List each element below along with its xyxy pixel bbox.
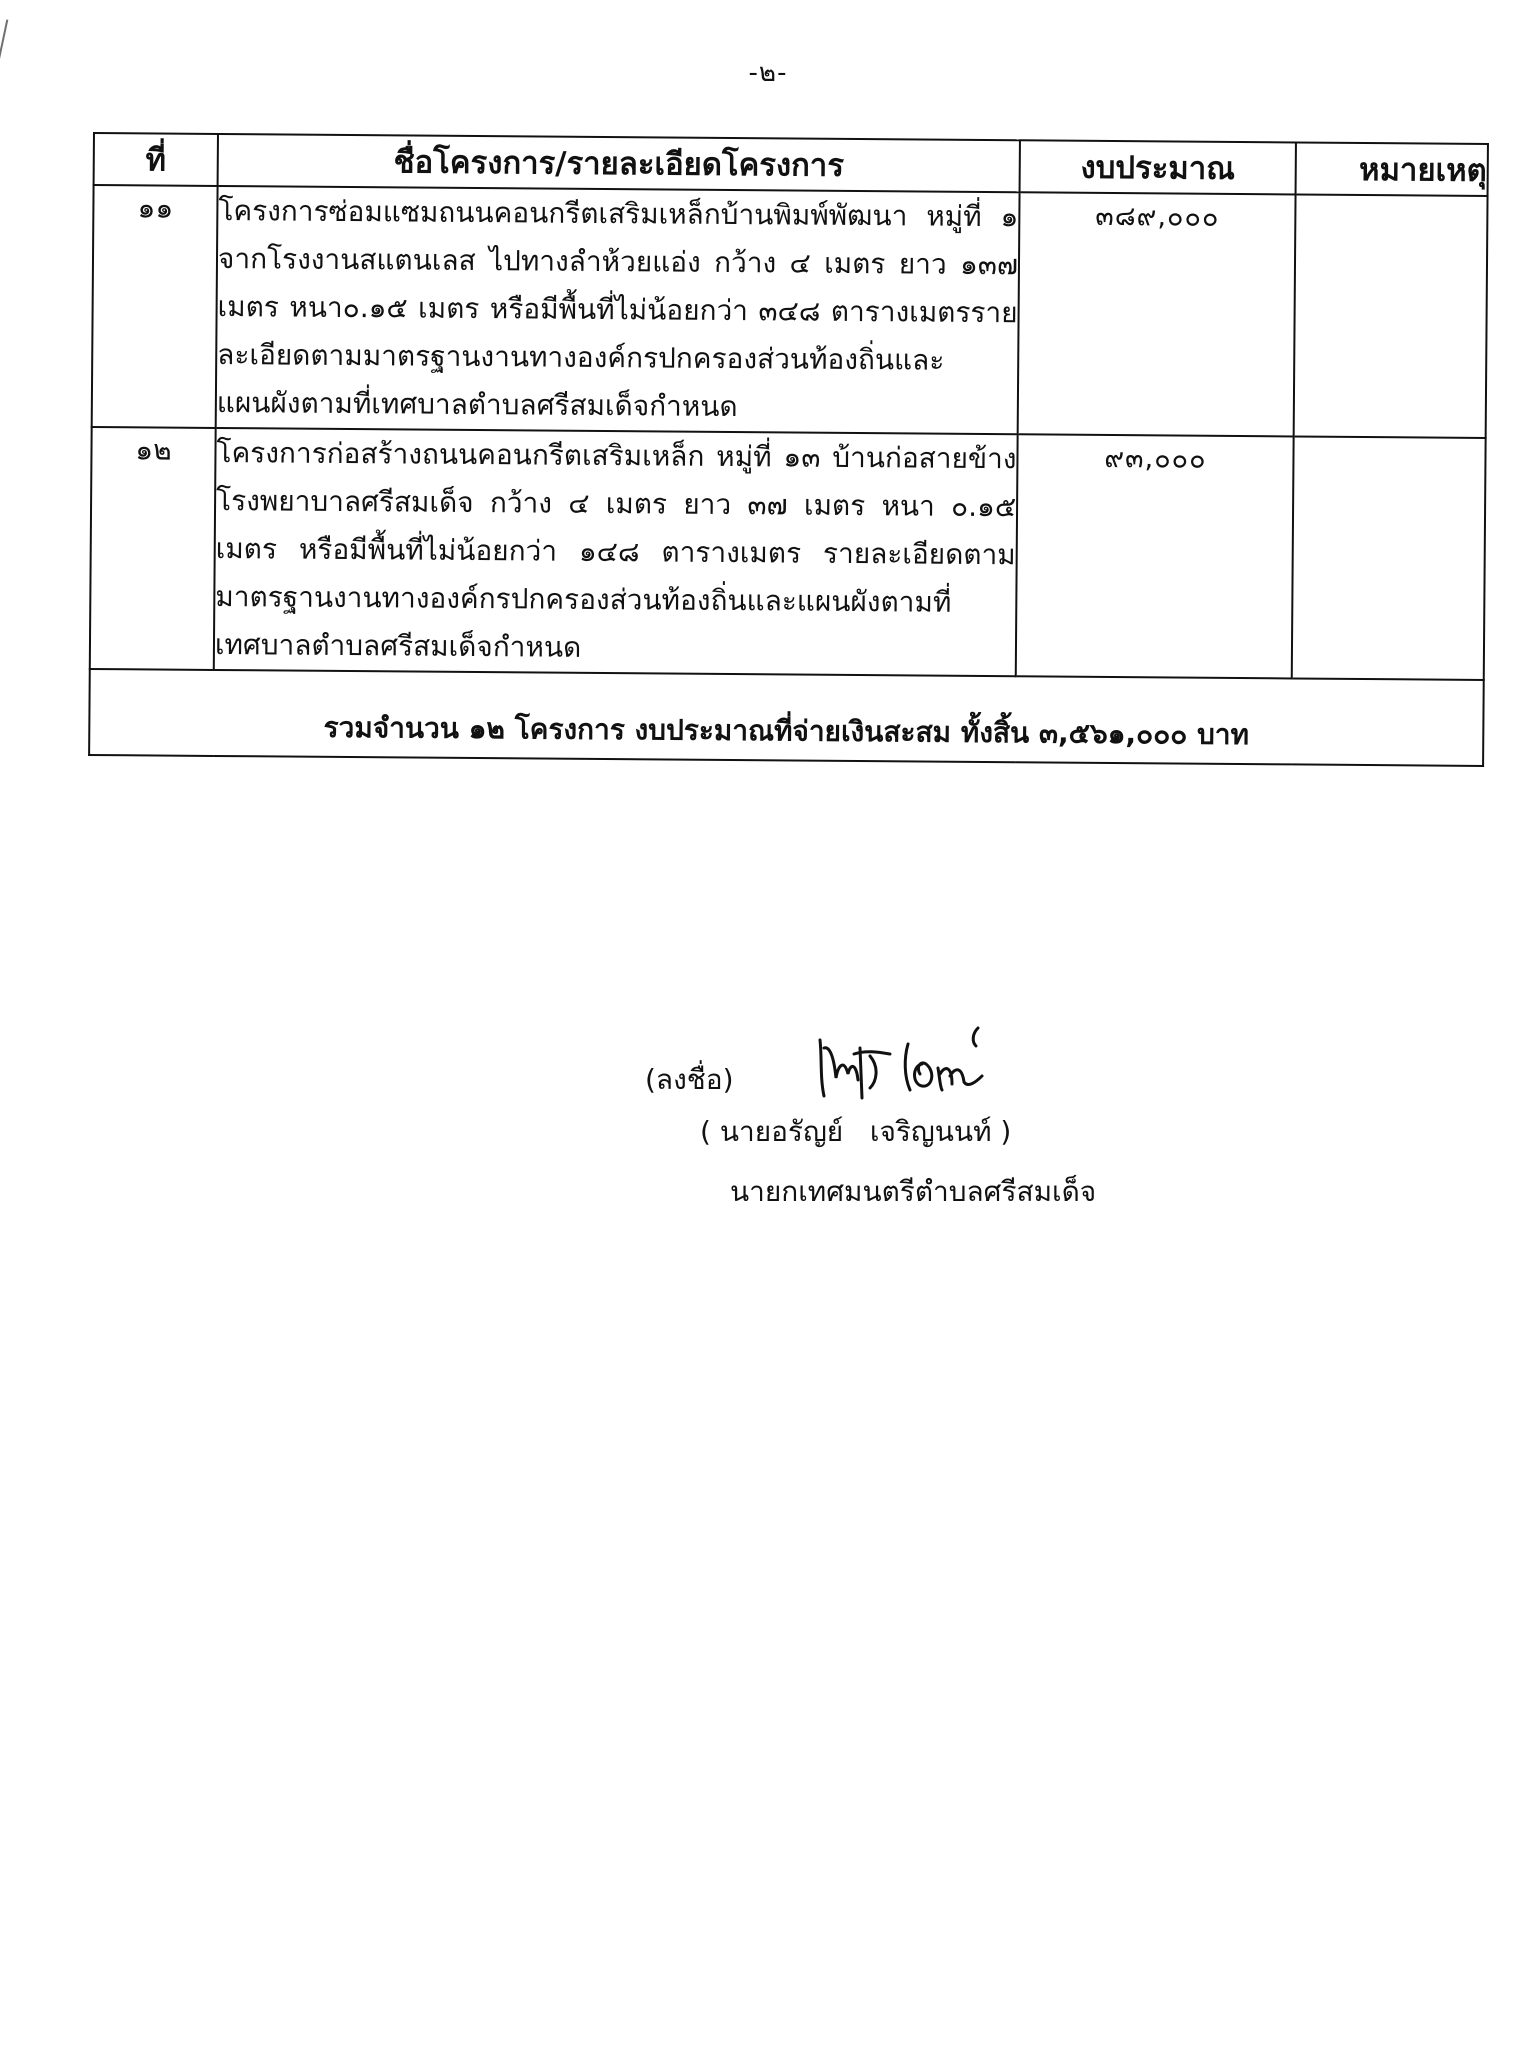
row-description: โครงการซ่อมแซมถนนคอนกรีตเสริมเหล็กบ้านพิมพ์พัฒนา หมู่ที่ ๑ จากโรงงานสแตนเลส ไปทางลำห้วยแอ่ง กว้าง ๔ เมตร ยาว ๑๓๗ เมตร หนา๐.๑๕ เมตร หรือมีพื้นที่ไม่น้อยกว่า ๓๔๘ ตารางเมตรรายละเอียดตามมาตรฐานงานทางองค์กรปกครองส่วนท้องถิ่นและแผนผังตามที่เทศบาลตำบลศรีสมเด็จกำหนด — [216, 186, 1020, 434]
row-note — [1294, 194, 1488, 438]
signatory-name: ( นายอรัญย์ เจริญนนท์ ) — [700, 1115, 1012, 1148]
header-note: หมายเหตุ — [1296, 142, 1488, 196]
total-row — [89, 669, 1484, 766]
row-budget: ๓๘๙,๐๐๐ — [1018, 192, 1296, 436]
row-description: โครงการก่อสร้างถนนคอนกรีตเสริมเหล็ก หมู่ที่ ๑๓ บ้านก่อสายข้างโรงพยาบาลศรีสมเด็จ กว้าง ๔ เมตร ยาว ๓๗ เมตร หนา ๐.๑๕ เมตร หรือมีพื้นที่ไม่น้อยกว่า ๑๔๘ ตารางเมตร รายละเอียดตามมาตรฐานงานทางองค์กรปกครองส่วนท้องถิ่นและแผนผังตามที่เทศบาลตำบลศรีสมเด็จกำหนด — [214, 428, 1018, 676]
total-summary: รวมจำนวน ๑๒ โครงการ งบประมาณที่จ่ายเงินสะสม ทั้งสิ้น ๓,๕๖๑,๐๐๐ บาท — [89, 669, 1484, 766]
row-note — [1292, 436, 1486, 680]
header-name: ชื่อโครงการ/รายละเอียดโครงการ — [218, 134, 1020, 192]
row-number: ๑๒ — [90, 427, 216, 670]
signature-block — [0, 1010, 1536, 1230]
table-row — [92, 185, 1488, 438]
row-number: ๑๑ — [92, 185, 218, 428]
row-budget: ๙๓,๐๐๐ — [1016, 434, 1294, 678]
signatory-title: นายกเทศมนตรีตำบลศรีสมเด็จ — [730, 1175, 1097, 1208]
projects-table — [88, 132, 1489, 767]
header-budget: งบประมาณ — [1020, 140, 1296, 194]
signature-label: (ลงชื่อ) — [645, 1063, 734, 1096]
page-number: -๒- — [748, 58, 788, 88]
table-row — [90, 427, 1486, 680]
handwritten-signature — [800, 1018, 1030, 1108]
header-number: ที่ — [94, 133, 218, 186]
